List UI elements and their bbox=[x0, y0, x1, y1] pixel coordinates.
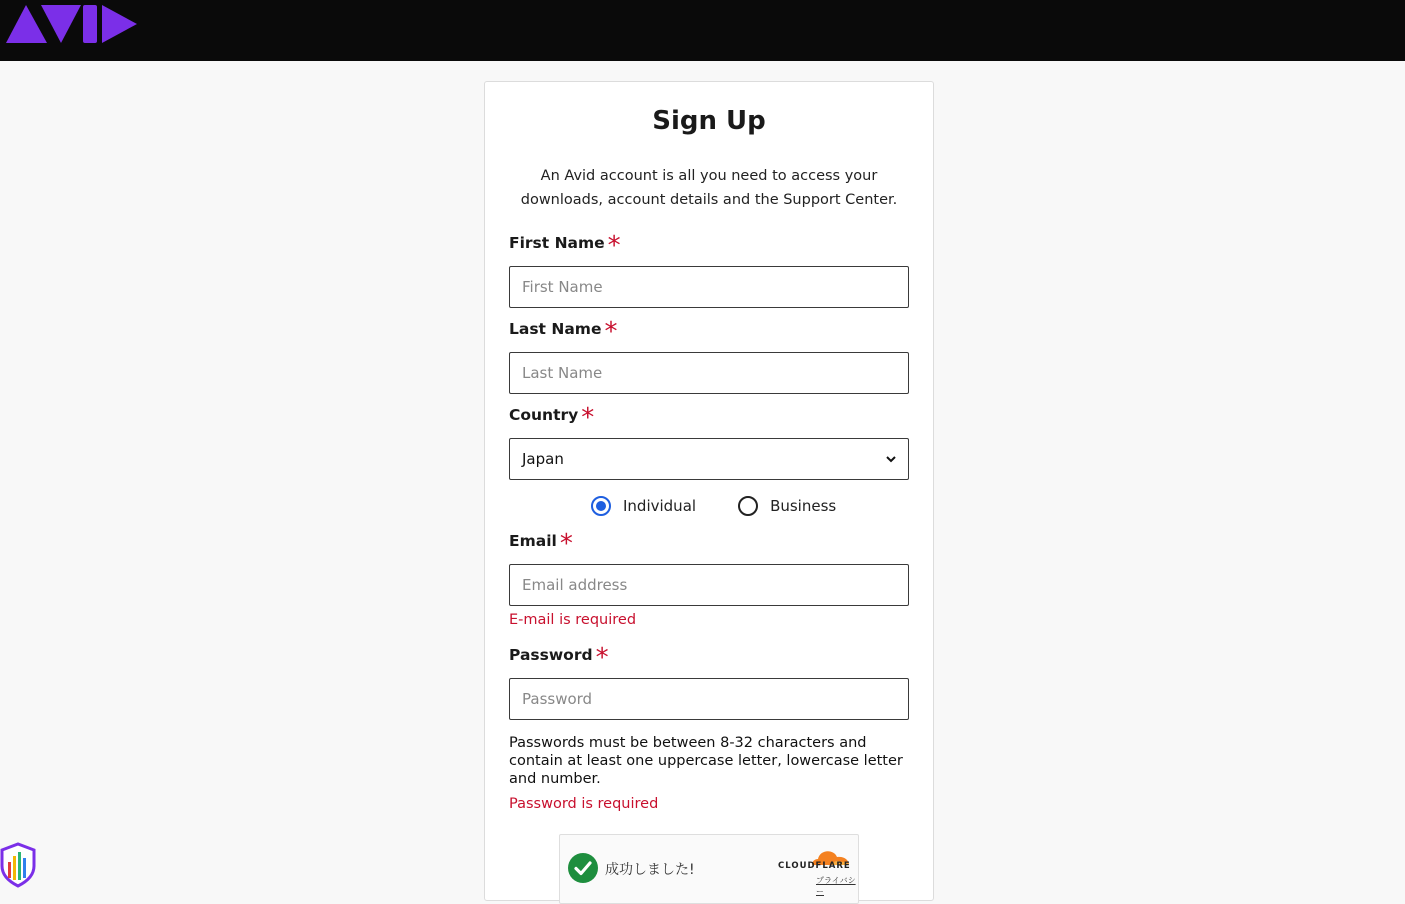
radio-button-unselected[interactable] bbox=[738, 496, 758, 516]
radio-individual[interactable] bbox=[591, 496, 696, 516]
signup-card bbox=[484, 81, 934, 901]
radio-business[interactable] bbox=[738, 496, 836, 516]
success-check-icon bbox=[568, 853, 598, 883]
country-select-value: Japan bbox=[522, 450, 564, 468]
intro-text: An Avid account is all you need to access your downloads, account details and the Support Center. bbox=[520, 168, 898, 208]
shield-icon[interactable] bbox=[0, 842, 36, 887]
captcha-status-text: 成功しました! bbox=[605, 862, 695, 878]
country-label: Country * bbox=[509, 403, 595, 433]
password-error-message: Password is required bbox=[509, 796, 659, 812]
email-label: Email * bbox=[509, 529, 573, 559]
avid-logo[interactable] bbox=[6, 4, 138, 44]
cloudflare-brand-text: CLOUDFLARE bbox=[778, 861, 851, 871]
radio-business-label[interactable]: Business bbox=[770, 497, 837, 515]
account-type-radio-group bbox=[591, 496, 878, 516]
required-asterisk: * bbox=[604, 317, 618, 347]
required-asterisk: * bbox=[559, 529, 573, 559]
last-name-input[interactable] bbox=[509, 352, 909, 394]
required-asterisk: * bbox=[581, 403, 595, 433]
top-navigation-bar bbox=[0, 0, 1405, 61]
password-input[interactable] bbox=[509, 678, 909, 720]
password-label: Password * bbox=[509, 643, 609, 673]
required-asterisk: * bbox=[607, 231, 621, 261]
first-name-input[interactable] bbox=[509, 266, 909, 308]
cloudflare-captcha-widget[interactable] bbox=[559, 834, 859, 904]
radio-individual-label[interactable]: Individual bbox=[623, 497, 697, 515]
last-name-label: Last Name * bbox=[509, 317, 618, 347]
first-name-label: First Name * bbox=[509, 231, 621, 261]
radio-button-selected[interactable] bbox=[591, 496, 611, 516]
page-title: Sign Up bbox=[652, 106, 766, 136]
required-asterisk: * bbox=[595, 643, 609, 673]
password-requirements-hint: Passwords must be between 8-32 characters and contain at least one uppercase letter, lowercase letter and number. bbox=[509, 735, 903, 787]
email-input[interactable] bbox=[509, 564, 909, 606]
chevron-down-icon bbox=[886, 454, 896, 464]
country-select[interactable] bbox=[509, 438, 909, 480]
email-error-message: E-mail is required bbox=[509, 612, 637, 628]
cloudflare-privacy-link[interactable]: プライバシー bbox=[816, 876, 856, 896]
